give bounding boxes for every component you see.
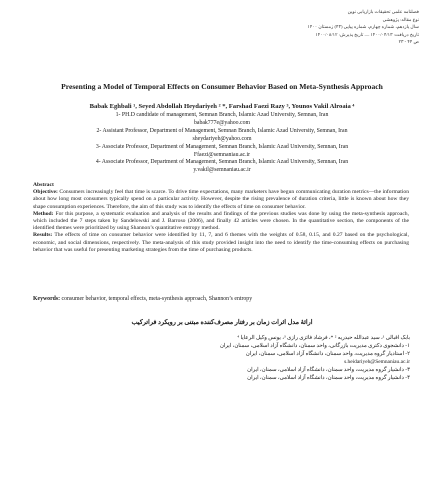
abstract-heading: Abstract xyxy=(33,182,54,188)
abstract-results xyxy=(33,232,409,254)
journal-line: فصلنامه علمی تحقیقات بازاریابی نوین xyxy=(347,9,419,14)
author-email: Ffaezi@semnaniau.ac.ir xyxy=(193,151,251,158)
journal-line: سال یازدهم، شماره چهارم، شماره پیاپی (۴۳) زمستان ۱۴۰۰ xyxy=(307,24,419,30)
author-email: y.vakil@semnaniau.ac.ir xyxy=(193,167,251,174)
persian-author-email: s.heidariyeh@Semnaniau.ac.ir xyxy=(344,359,410,365)
persian-author-list: بابک اقبالی ¹، سید عبدالله حیدریه ² *، فرشاد فائزی رازی ³، یونس وکیل الرعایا ⁴ xyxy=(237,335,410,341)
abstract-objective xyxy=(33,189,409,211)
persian-author-block xyxy=(40,334,410,382)
persian-title: ارائهٔ مدل اثرات زمان بر رفتار مصرف‌کننده مبتنی بر رویکرد فراترکیب xyxy=(131,319,313,326)
journal-header xyxy=(219,8,419,46)
persian-affiliation-line: ۱- دانشجوی دکتری مدیریت بازرگانی، واحد سمنان، دانشگاه آزاد اسلامی، سمنان، ایران xyxy=(219,343,410,349)
persian-affiliation-line: ۳- دانشیار گروه مدیریت، واحد سمنان، دانشگاه آزاد اسلامی، سمنان، ایران xyxy=(247,367,410,373)
affiliation-list xyxy=(30,112,414,175)
results-text: The effects of time on consumer behavior were identified by 11, 7, and 6 themes with the weights of 0.58, 0.15, and 0.27 based on the psychological, economic, and social dimensions, respectively. The meta-analysis of this study provided insight into the need to identify the time-consuming effects on purchasing behavior that was useful for presenting marketing strategies from the time of purchasing products. xyxy=(33,232,409,253)
journal-line: نوع مقاله: پژوهشی xyxy=(382,16,419,22)
method-text: For this purpose, a systematic evaluation and analysis of the results and findings of the previous studies was done by using the meta-synthesis approach, which included the 7 steps taken by Sandelowski and J. Barroso (2006), and finally 42 articles were chosen. In the quantitative section, the components of the identified themes were prioritized by using Shannon’s quantitative entropy method. xyxy=(33,210,409,232)
method-label: Method: xyxy=(33,210,54,217)
affiliation-line: 3- Associate Professor, Department of Management, Semnan Branch, Islamic Azad University, Semnan, Iran xyxy=(95,143,349,150)
objective-label: Objective: xyxy=(33,189,58,196)
abstract-section xyxy=(33,182,409,254)
affiliation-line: 1- PH.D candidate of management, Semnan Branch, Islamic Azad University, Semnan, Iran xyxy=(115,112,329,118)
affiliation-line: 4- Associate Professor, Department of Management, Semnan Branch, Islamic Azad University, Semnan, Iran xyxy=(95,159,349,166)
objective-text: Consumers increasingly feel that time is scarce. To drive time expectations, many marketers have begun communicating duration metrics—the information about how long most consumers typically spend on a particular activity. However, despite the rising prevalence of duration criteria, little is known about how they shape consumption experiences. Therefore, the aim of this study was to identify the effects of time on consumer behavior. xyxy=(33,189,409,210)
keywords-text: consumer behavior, temporal effects, meta-synthesis approach, Shannon’s entropy xyxy=(60,296,253,302)
author-list: Babak Eghbali ¹, Seyed Abdollah Heydariyeh ² *, Farshad Faezi Razy ³, Younos Vakil Alroaia ⁴ xyxy=(89,103,355,110)
journal-line: تاریخ دریافت: ۱۴۰۰/۰۴/۱۳ — تاریخ پذیرش: ۱۴۰۰/۰۸/۱۲ xyxy=(315,31,419,37)
persian-affiliation-line: ۴- دانشیار گروه مدیریت، واحد سمنان، دانشگاه آزاد اسلامی، سمنان، ایران xyxy=(247,375,410,381)
keywords-section xyxy=(33,296,409,304)
results-label: Results: xyxy=(33,232,53,239)
keywords-label: Keywords: xyxy=(33,296,61,302)
author-email: babak777e@yahoo.com xyxy=(193,119,251,126)
abstract-method xyxy=(33,211,409,233)
affiliation-line: 2- Assistant Professor, Department of Management, Semnan Branch, Islamic Azad University, Semnan, Iran xyxy=(96,127,348,134)
paper-title: Presenting a Model of Temporal Effects on Consumer Behavior Based on Meta-Synthesis Approach xyxy=(61,82,383,91)
journal-line: ص ۴۴ - ۲۳ xyxy=(398,39,419,45)
persian-affiliation-line: ۲- استادیار گروه مدیریت، واحد سمنان، دانشگاه آزاد اسلامی، سمنان، ایران xyxy=(245,351,410,357)
author-email: sheydariyeh@yahoo.com xyxy=(192,135,252,142)
